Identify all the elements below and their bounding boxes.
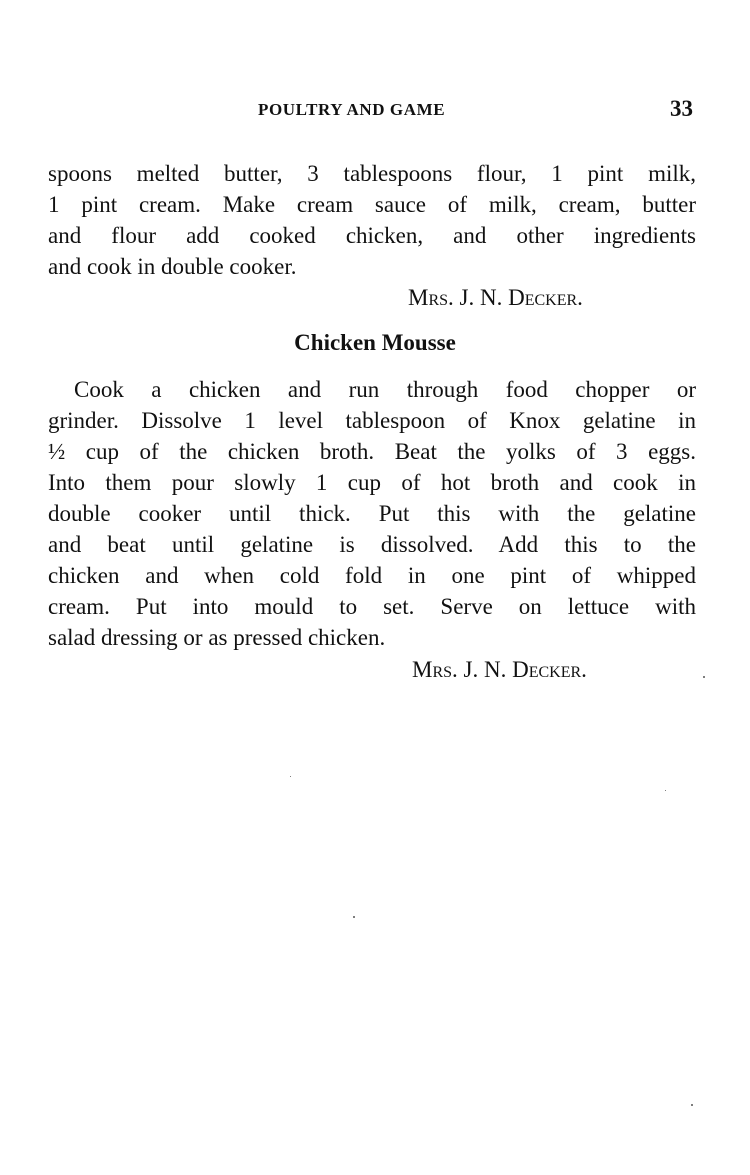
text-line: and flour add cooked chicken, and other ingredients — [48, 223, 696, 248]
text-line: and beat until gelatine is dissolved. Add this to the — [48, 532, 696, 557]
signature-text: Mrs. J. N. Decker. — [412, 657, 587, 682]
scan-speck — [703, 676, 705, 678]
text-line: grinder. Dissolve 1 level tablespoon of Knox gelatine in — [48, 408, 696, 433]
recipe-signature — [412, 654, 587, 685]
page-number: 33 — [670, 96, 693, 121]
scan-speck — [691, 1104, 693, 1106]
text-line: salad dressing or as pressed chicken. — [48, 625, 386, 650]
text-line: 1 pint cream. Make cream sauce of milk, cream, butter — [48, 192, 696, 217]
running-head-title: POULTRY AND GAME — [258, 100, 446, 119]
text-line: cream. Put into mould to set. Serve on lettuce with — [48, 594, 696, 619]
text-line: and cook in double cooker. — [48, 254, 297, 279]
text-line: spoons melted butter, 3 tablespoons flour, 1 pint milk, — [48, 161, 696, 186]
recipe-signature — [408, 282, 583, 313]
scan-speck — [290, 776, 291, 777]
signature-text: Mrs. J. N. Decker. — [408, 285, 583, 310]
text-line: chicken and when cold fold in one pint of whipped — [48, 563, 696, 588]
text-line: Into them pour slowly 1 cup of hot broth and cook in — [48, 470, 696, 495]
scan-speck — [665, 790, 666, 791]
text-line: ½ cup of the chicken broth. Beat the yolks of 3 eggs. — [48, 439, 696, 464]
scan-speck — [353, 916, 355, 918]
recipe-title: Chicken Mousse — [294, 330, 456, 355]
text-line: Cook a chicken and run through food chopper or — [74, 377, 696, 402]
text-line: double cooker until thick. Put this with the gelatine — [48, 501, 696, 526]
